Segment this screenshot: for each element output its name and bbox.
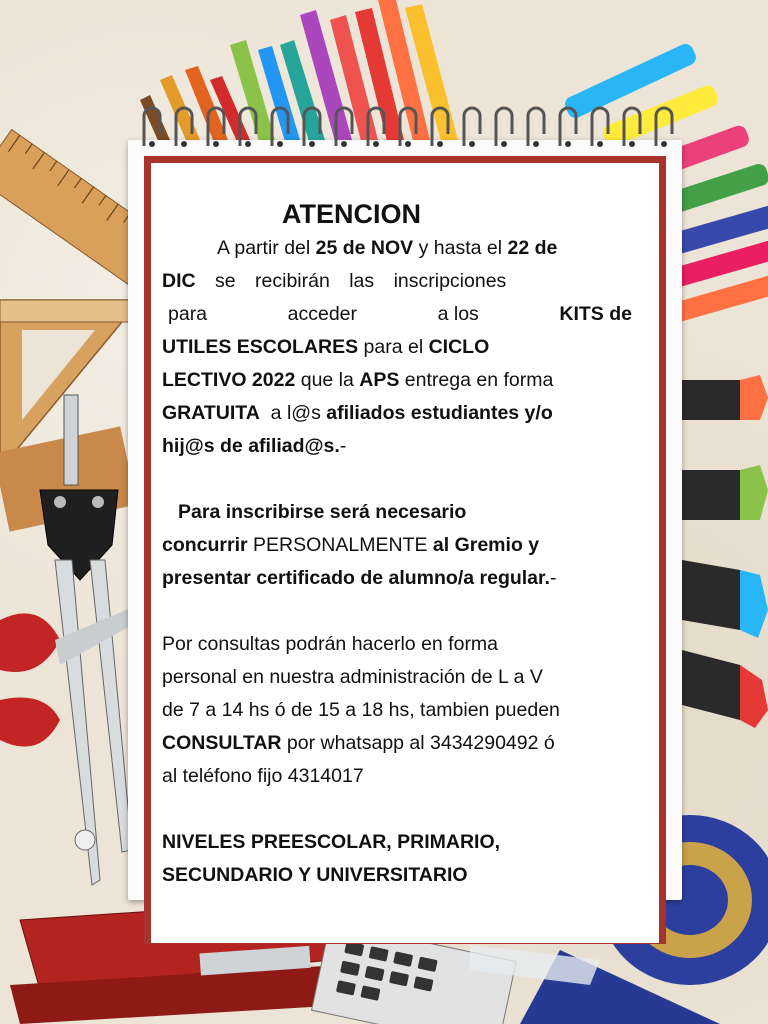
p1-l5-a: LECTIVO 2022	[162, 369, 296, 391]
highlighters-icon	[682, 375, 768, 728]
p1-line-7	[162, 430, 652, 463]
p1-l5-c: APS	[359, 369, 400, 391]
flyer-text	[162, 196, 652, 892]
p1-l3-b: acceder	[287, 303, 357, 325]
p1-l6-c: afiliados estudiantes y/o	[326, 402, 553, 424]
p3-l4-a: CONSULTAR	[162, 732, 282, 754]
flyer-title: ATENCION	[282, 199, 421, 229]
p1-line-6	[162, 397, 652, 430]
p2-line-1: Para inscribirse será necesario	[178, 501, 467, 523]
p2-l3-a: presentar certificado de alumno/a regular.	[162, 567, 550, 589]
p1-l4-b: para el	[358, 336, 429, 358]
paragraph-requisitos	[162, 496, 652, 595]
p1-line-4	[162, 331, 652, 364]
paragraph-niveles	[162, 826, 652, 892]
p1-l7-a: hij@s de afiliad@s.	[162, 435, 340, 457]
p3-l4-b: por whatsapp al 3434290492 ó	[281, 732, 555, 754]
spacer	[162, 463, 652, 496]
p1-l6-a: GRATUITA	[162, 402, 260, 424]
spiral-binding-icon	[130, 98, 682, 158]
p1-l1-a: A partir del	[217, 237, 316, 259]
p2-l2-b: PERSONALMENTE	[253, 534, 428, 556]
p1-l3-c: a los	[437, 303, 479, 325]
p3-line-1: Por consultas podrán hacerlo en forma	[162, 633, 499, 655]
p3-line-2: personal en nuestra administración de L a V	[162, 666, 543, 688]
p1-line-3	[162, 298, 652, 331]
p2-line-3	[162, 562, 652, 595]
p1-l3-a: para	[168, 303, 208, 325]
paragraph-inscripciones	[162, 232, 652, 463]
p1-l6-b: a l@s	[259, 402, 327, 424]
p4-line-2: SECUNDARIO Y UNIVERSITARIO	[162, 864, 468, 886]
p1-l5-d: entrega en forma	[399, 369, 554, 391]
p1-l2-a: DIC	[162, 270, 196, 292]
p1-l1-b: 25 de NOV	[315, 237, 414, 259]
p1-l7-b: -	[339, 435, 347, 457]
p1-l1-c: y hasta el	[413, 237, 508, 259]
p2-l3-b: -	[549, 567, 557, 589]
p1-line-5	[162, 364, 652, 397]
p4-line-1: NIVELES PREESCOLAR, PRIMARIO,	[162, 831, 501, 853]
p2-l2-a: concurrir	[162, 534, 254, 556]
p1-l3-d: KITS de	[559, 303, 632, 325]
p2-line-2	[162, 529, 652, 562]
p1-line-1	[162, 232, 652, 265]
p3-line-4	[162, 727, 652, 760]
p1-l4-a: UTILES ESCOLARES	[162, 336, 359, 358]
p3-line-3: de 7 a 14 hs ó de 15 a 18 hs, tambien pueden	[162, 699, 560, 721]
spacer	[162, 793, 652, 826]
p1-l5-b: que la	[295, 369, 360, 391]
p2-l2-c: al Gremio y	[427, 534, 540, 556]
p1-l1-d: 22 de	[507, 237, 558, 259]
spacer	[162, 595, 652, 628]
p3-line-5: al teléfono fijo 4314017	[162, 765, 364, 787]
p1-l4-c: CICLO	[428, 336, 490, 358]
p1-l2-b: se recibirán las inscripciones	[215, 270, 507, 292]
p1-line-2	[162, 265, 652, 298]
paragraph-consultas	[162, 628, 652, 793]
